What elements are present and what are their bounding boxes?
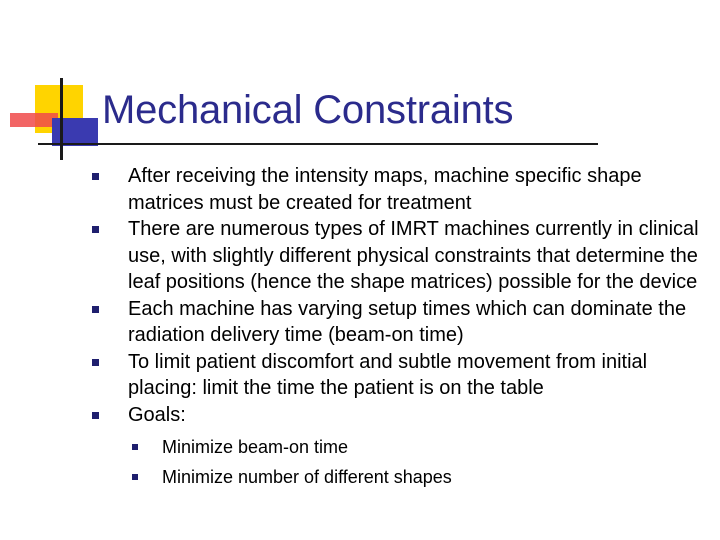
logo-vertical-line — [60, 78, 63, 160]
bullet-text: There are numerous types of IMRT machines currently in clinical use, with slightly different physical constraints that determine the leaf positions (hence the shape matrices) possible for the device — [128, 218, 699, 293]
square-bullet-icon — [92, 306, 99, 313]
sub-bullet-text: Minimize number of different shapes — [162, 467, 452, 487]
square-bullet-icon — [92, 226, 99, 233]
square-bullet-icon — [92, 359, 99, 366]
bullet-item — [92, 163, 702, 216]
slide-title: Mechanical Constraints — [102, 88, 514, 132]
square-bullet-icon — [92, 173, 99, 180]
bullet-item — [92, 296, 702, 349]
bullet-item — [92, 349, 702, 402]
bullet-text: After receiving the intensity maps, machine specific shape matrices must be created for treatment — [128, 165, 642, 214]
square-bullet-icon — [132, 444, 138, 450]
logo-red-bar — [10, 113, 58, 127]
sub-bullet-item — [128, 462, 702, 492]
bullet-list — [92, 163, 702, 492]
title-underline — [38, 143, 598, 145]
bullet-item — [92, 216, 702, 296]
bullet-text: To limit patient discomfort and subtle movement from initial placing: limit the time the patient is on the table — [128, 350, 648, 399]
square-bullet-icon — [92, 412, 99, 419]
sub-bullet-text: Minimize beam-on time — [162, 437, 349, 457]
bullet-text: Each machine has varying setup times which can dominate the radiation delivery time (beam-on time) — [128, 297, 687, 346]
sub-bullet-item — [128, 432, 702, 462]
bullet-text: Goals: — [128, 403, 186, 426]
square-bullet-icon — [132, 474, 138, 480]
logo-blue-block — [52, 118, 98, 146]
bullet-item — [92, 402, 702, 493]
sub-bullet-list — [128, 432, 702, 492]
